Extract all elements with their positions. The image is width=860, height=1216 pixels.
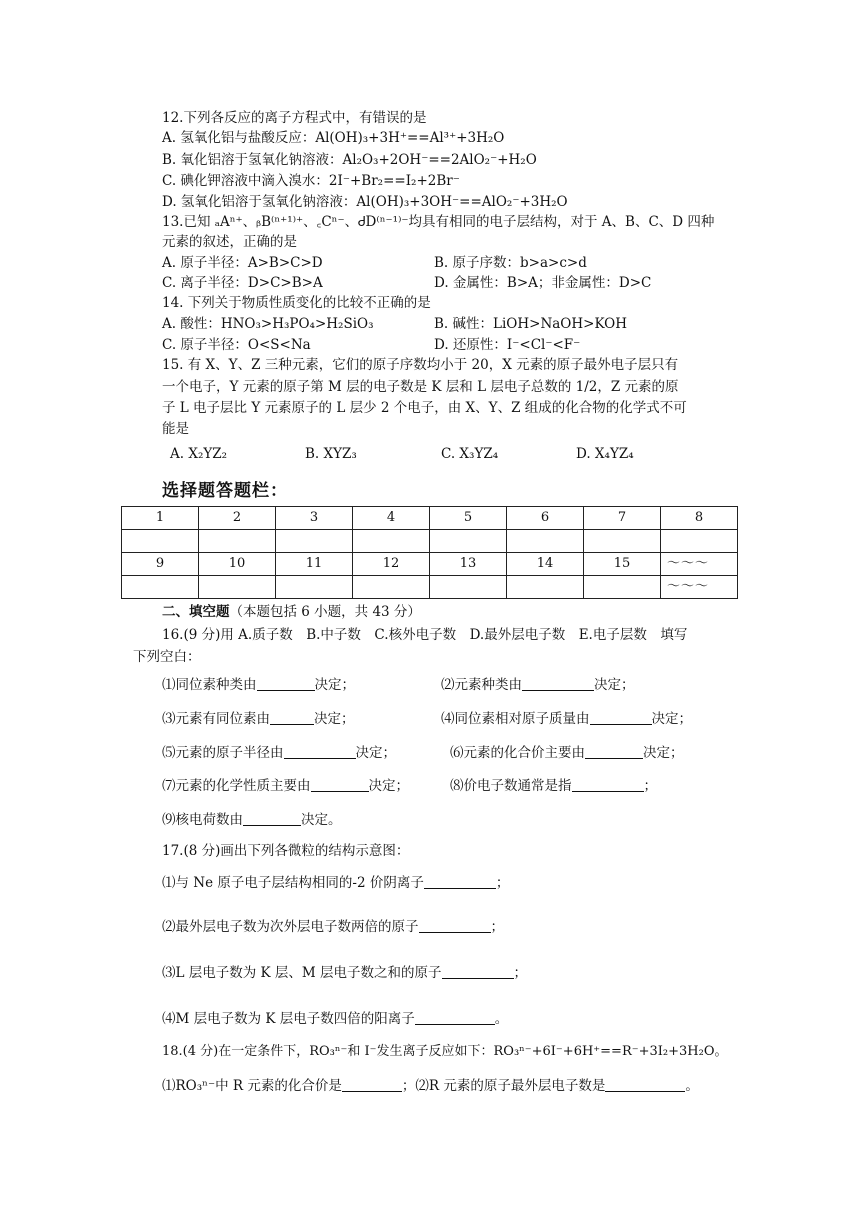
answer-table (121, 506, 738, 599)
q12-option-d: D. 氢氧化铝溶于氢氧化钠溶液：Al(OH)₃+3OH⁻==AlO₂⁻+3H₂O (162, 194, 568, 210)
answer-blank-cell[interactable] (353, 576, 430, 599)
q13-option-b: B. 原子序数：b>a>c>d (434, 255, 587, 271)
answer-table-row (122, 576, 738, 599)
q16-item-2-suffix: 决定； (594, 677, 635, 693)
q12-option-b: B. 氧化铝溶于氢氧化钠溶液：Al₂O₃+2OH⁻==2AlO₂⁻+H₂O (162, 152, 537, 168)
section-2-heading (162, 603, 421, 621)
q16-blank-5[interactable] (284, 744, 356, 759)
q16-item-1-text: ⑴同位素种类由 (162, 677, 257, 693)
answer-number-cell: 15 (584, 553, 661, 576)
q17-item-4-text: ⑷M 层电子数为 K 层电子数四倍的阳离子 (162, 1011, 415, 1027)
q16-item-7-suffix: 决定； (368, 778, 409, 794)
answer-number-cell: 13 (430, 553, 507, 576)
q14-option-c: C. 原子半径：O<S<Na (162, 337, 311, 353)
answer-blank-cell[interactable] (507, 576, 584, 599)
answer-number-cell: 5 (430, 507, 507, 530)
q18-item-1-suffix: ； (401, 1078, 416, 1094)
q16-item-3-suffix: 决定； (314, 711, 355, 727)
answer-blank-cell[interactable] (584, 530, 661, 553)
answer-blank-cell[interactable] (430, 530, 507, 553)
q17-item-1-suffix: ； (495, 875, 510, 891)
answer-table-row (122, 507, 738, 530)
answer-number-cell: 1 (122, 507, 199, 530)
decorative-tilde-cell: ～～～ (661, 576, 738, 599)
answer-table-row (122, 553, 738, 576)
answer-blank-cell[interactable] (661, 530, 738, 553)
q16-stem-line2: 下列空白： (133, 649, 201, 665)
answer-blank-cell[interactable] (122, 530, 199, 553)
q18-stem: 18.(4 分)在一定条件下，RO₃ⁿ⁻和 I⁻发生离子反应如下：RO₃ⁿ⁻+6I⁻+6H⁺==R⁻+3I₂+3H₂O。 (162, 1044, 728, 1059)
q16-item-3-text: ⑶元素有同位素由 (162, 711, 270, 727)
answer-sheet-heading: 选择题答题栏： (162, 481, 288, 501)
answer-number-cell: 14 (507, 553, 584, 576)
q18-item-2-text: ⑵R 元素的原子最外层电子数是 (415, 1078, 606, 1094)
q16-item-9 (162, 811, 342, 829)
answer-blank-cell[interactable] (353, 530, 430, 553)
q12-option-c: C. 碘化钾溶液中滴入溴水：2I⁻+Br₂==I₂+2Br⁻ (162, 173, 460, 189)
q16-item-7 (162, 777, 409, 795)
q16-blank-1[interactable] (257, 676, 315, 691)
q17-item-3 (162, 964, 527, 982)
q16-item-6-suffix: 决定； (643, 745, 684, 761)
answer-blank-cell[interactable] (199, 576, 276, 599)
q17-blank-2[interactable] (419, 918, 491, 933)
q13-option-a: A. 原子半径：A>B>C>D (162, 255, 323, 271)
q18-blank-1[interactable] (342, 1077, 402, 1092)
q16-item-8 (450, 777, 657, 795)
answer-number-cell: 7 (584, 507, 661, 530)
q14-stem: 14. 下列关于物质性质变化的比较不正确的是 (162, 295, 431, 311)
q17-stem: 17.(8 分)画出下列各微粒的结构示意图： (162, 843, 410, 859)
q16-blank-7[interactable] (311, 777, 369, 792)
q16-item-2 (441, 676, 635, 694)
q16-stem-line1: 16.(9 分)用 A.质子数 B.中子数 C.核外电子数 D.最外层电子数 E.电子层数 填写 (162, 627, 688, 643)
answer-number-cell: 3 (276, 507, 353, 530)
q16-item-1-suffix: 决定； (314, 677, 355, 693)
q15-option-b: B. XYZ₃ (305, 446, 357, 462)
q16-blank-8[interactable] (572, 777, 644, 792)
q18-item-1-text: ⑴RO₃ⁿ⁻中 R 元素的化合价是 (162, 1078, 342, 1094)
q12-option-a: A. 氢氧化铝与盐酸反应：Al(OH)₃+3H⁺==Al³⁺+3H₂O (162, 130, 505, 146)
q16-blank-9[interactable] (243, 811, 301, 826)
q16-item-9-suffix: 决定。 (301, 812, 342, 828)
q16-item-1 (162, 676, 355, 694)
q13-option-d: D. 金属性：B>A；非金属性：D>C (434, 275, 652, 291)
section-2-note: （本题包括 6 小题，共 43 分） (229, 604, 421, 620)
answer-number-cell: 4 (353, 507, 430, 530)
q15-stem-line3: 子 L 电子层比 Y 元素原子的 L 层少 2 个电子，由 X、Y、Z 组成的化合物的化学式不可 (162, 400, 687, 416)
q16-item-5-text: ⑸元素的原子半径由 (162, 745, 284, 761)
q16-item-9-text: ⑼核电荷数由 (162, 812, 243, 828)
q16-item-3 (162, 710, 355, 728)
q15-option-c: C. X₃YZ₄ (441, 446, 499, 462)
q16-item-4 (441, 710, 692, 728)
q17-item-4 (162, 1010, 508, 1028)
answer-blank-cell[interactable] (122, 576, 199, 599)
q16-item-6 (450, 744, 684, 762)
answer-table-row (122, 530, 738, 553)
q13-stem-line1: 13.已知 ₐAⁿ⁺、ᵦB⁽ⁿ⁺¹⁾⁺、꜀Cⁿ⁻、ᏧD⁽ⁿ⁻¹⁾⁻均具有相同的电子层结构，对于 A、B、C、D 四种 (162, 214, 715, 230)
q14-option-d: D. 还原性：I⁻<Cl⁻<F⁻ (434, 337, 581, 353)
q16-item-5-suffix: 决定； (355, 745, 396, 761)
answer-number-cell: 6 (507, 507, 584, 530)
answer-number-cell: 8 (661, 507, 738, 530)
answer-blank-cell[interactable] (276, 530, 353, 553)
q16-blank-2[interactable] (522, 676, 594, 691)
answer-blank-cell[interactable] (199, 530, 276, 553)
answer-blank-cell[interactable] (276, 576, 353, 599)
q17-item-2-text: ⑵最外层电子数为次外层电子数两倍的原子 (162, 919, 419, 935)
q17-blank-4[interactable] (415, 1010, 495, 1025)
q16-blank-4[interactable] (590, 710, 652, 725)
q18-blank-2[interactable] (605, 1077, 685, 1092)
q17-item-1-text: ⑴与 Ne 原子电子层结构相同的-2 价阴离子 (162, 875, 424, 891)
decorative-tilde-cell: ～～～ (661, 553, 738, 576)
q17-item-2 (162, 918, 504, 936)
q16-item-8-text: ⑻价电子数通常是指 (450, 778, 572, 794)
q18-items (162, 1077, 699, 1095)
q14-option-a: A. 酸性：HNO₃>H₃PO₄>H₂SiO₃ (162, 316, 374, 332)
q16-item-6-text: ⑹元素的化合价主要由 (450, 745, 585, 761)
q12-stem: 12.下列各反应的离子方程式中，有错误的是 (162, 110, 427, 126)
q17-item-4-suffix: 。 (494, 1011, 509, 1027)
q18-item-2-suffix: 。 (685, 1078, 699, 1094)
q15-stem-line2: 一个电子，Y 元素的原子第 M 层的电子数是 K 层和 L 层电子总数的 1/2，Z 元素的原 (162, 379, 679, 395)
q17-item-2-suffix: ； (490, 919, 504, 935)
q16-item-4-text: ⑷同位素相对原子质量由 (441, 711, 590, 727)
q15-option-d: D. X₄YZ₄ (576, 446, 634, 462)
q17-item-3-suffix: ； (513, 965, 528, 981)
q15-option-a: A. X₂YZ₂ (170, 446, 228, 462)
answer-blank-cell[interactable] (507, 530, 584, 553)
q16-blank-6[interactable] (585, 744, 643, 759)
q15-stem-line4: 能是 (162, 421, 189, 437)
q14-option-b: B. 碱性：LiOH>NaOH>KOH (434, 316, 628, 332)
q16-item-2-text: ⑵元素种类由 (441, 677, 522, 693)
q16-item-4-suffix: 决定； (651, 711, 692, 727)
q17-blank-1[interactable] (424, 874, 496, 889)
q16-blank-3[interactable] (270, 710, 314, 725)
answer-blank-cell[interactable] (584, 576, 661, 599)
q16-item-5 (162, 744, 396, 762)
answer-number-cell: 2 (199, 507, 276, 530)
answer-number-cell: 10 (199, 553, 276, 576)
q13-option-c: C. 离子半径：D>C>B>A (162, 275, 323, 291)
q13-stem-line2: 元素的叙述，正确的是 (162, 234, 297, 250)
q16-item-7-text: ⑺元素的化学性质主要由 (162, 778, 311, 794)
q17-item-1 (162, 874, 509, 892)
q15-stem-line1: 15. 有 X、Y、Z 三种元素，它们的原子序数均小于 20，X 元素的原子最外电子层只有 (162, 357, 679, 373)
answer-blank-cell[interactable] (430, 576, 507, 599)
q16-item-8-suffix: ； (643, 778, 657, 794)
answer-number-cell: 12 (353, 553, 430, 576)
section-2-title: 二、填空题 (162, 604, 230, 620)
q17-blank-3[interactable] (442, 964, 514, 979)
answer-number-cell: 9 (122, 553, 199, 576)
answer-number-cell: 11 (276, 553, 353, 576)
q17-item-3-text: ⑶L 层电子数为 K 层、M 层电子数之和的原子 (162, 965, 442, 981)
